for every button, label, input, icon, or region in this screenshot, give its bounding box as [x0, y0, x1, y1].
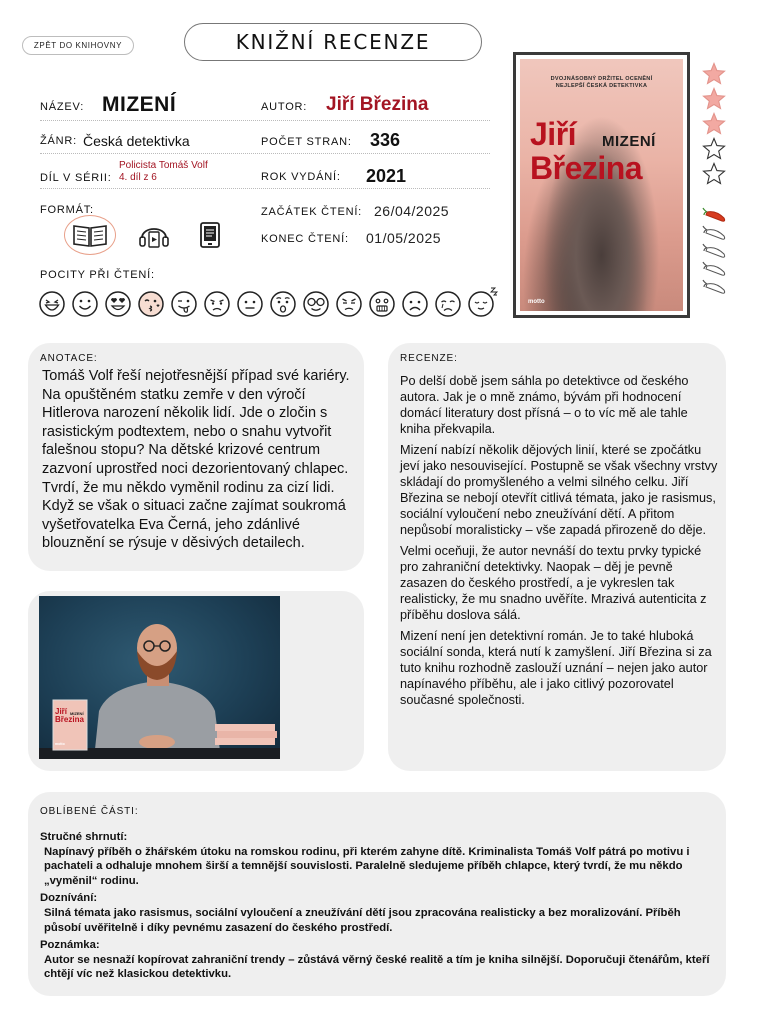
- cover-award-line-2: NEJLEPŠÍ ČESKÁ DETEKTIVKA: [555, 83, 648, 89]
- smiling-face-icon[interactable]: [71, 290, 99, 318]
- start-date-label: ZAČÁTEK ČTENÍ:: [261, 206, 363, 218]
- chili-pepper-empty-icon[interactable]: [700, 224, 728, 244]
- favorites-text: [40, 827, 720, 984]
- chili-pepper-empty-icon[interactable]: [700, 242, 728, 262]
- cover-award-line: [520, 76, 683, 90]
- star-rating: [702, 62, 728, 187]
- series-part: 4. díl z 6: [119, 172, 157, 183]
- winking-tongue-face-icon[interactable]: [170, 290, 198, 318]
- review-paragraph: Po delší době jsem sáhla po detektivce od českého autora. Jak je o mně známo, bývám při hodnocení domácí literatury dost přísná – o to víc mě ale tahle kniha překvapila.: [400, 374, 689, 436]
- nerd-face-icon[interactable]: [302, 290, 330, 318]
- cover-author: [530, 117, 642, 185]
- mood-selector: [38, 290, 498, 322]
- photo-book-author-last: Březina: [55, 715, 84, 724]
- divider: [40, 188, 490, 189]
- review-paragraph: Velmi oceňuji, že autor nevnáší do textu prvky typické pro zahraniční detektivky. Naopak – děj je pevně zasazen do českého prostředí, a je vykreslen tak realisticky, že mu snadno uvěříte. Mrazivá autenticita z příběhu doslova sálá.: [400, 544, 707, 622]
- star-filled-icon[interactable]: [702, 87, 726, 111]
- review-paragraph: Mizení nabízí několik dějových linií, které se zpočátku jeví jako nesouvisející. Postupně se však všechny vrstvy skládají do promyšleného a velmi silného celku. Jiří Březina se nebojí otevřít citlivá témata, jako je rasismus, sociální vyloučení nebo zneužívání dětí. A přitom nepůsobí moralisticky – vše zapadá přirozeně do děje.: [400, 443, 718, 537]
- chili-pepper-empty-icon[interactable]: [700, 278, 728, 298]
- star-empty-icon[interactable]: [702, 137, 726, 161]
- neutral-face-icon[interactable]: [236, 290, 264, 318]
- favorites-paragraph: Silná témata jako rasismus, sociální vyloučení a zneužívání dětí jsou zpracována realisticky a bez moralizování. Příběh působí uvěřitelně i díky pevnému zasazení do českého prostředí.: [44, 906, 681, 934]
- star-filled-icon[interactable]: [702, 62, 726, 86]
- review-paragraph: Mizení není jen detektivní román. Je to také hluboká sociální sonda, která nutí k zamyšlení. Jiří Březina si za tuto knihu rozhodně zaslouží uznání – nejen jako autor napínavého příběhu, ale i jako citlivý pozorovatel současné společnosti.: [400, 629, 712, 707]
- format-print-option[interactable]: [64, 215, 116, 255]
- divider: [40, 120, 490, 121]
- chili-pepper-empty-icon[interactable]: [700, 260, 728, 280]
- book-cover: [513, 52, 690, 318]
- favorites-paragraph: Napínavý příběh o žhářském útoku na romskou rodinu, při kterém zahyne dítě. Kriminalista Tomáš Volf pátrá po motivu i pachateli a odhaluje mnohem širší a temnější souvislosti. Paralelně sledujeme příběh chlapce, který tvrdí, že mu někdo „vyměnil“ rodinu.: [44, 845, 690, 887]
- format-ebook-option[interactable]: [196, 218, 224, 252]
- start-date: 26/04/2025: [374, 203, 450, 219]
- cover-publisher: motto: [528, 299, 545, 305]
- ebook-reader-icon: [199, 221, 221, 249]
- audiobook-headphones-icon: [137, 220, 171, 250]
- laughing-face-icon[interactable]: [38, 290, 66, 318]
- moods-label: POCITY PŘI ČTENÍ:: [40, 269, 155, 281]
- annotation-text: Tomáš Volf řeší nejotřesnější případ své kariéry. Na opuštěném statku zemře v den výročí Hitlerova narození několik lidí. Jde o zločin s rasistickým podtextem, nebo o snahu vytvořit falešnou stopu? Na dětské krizové centrum zazvoní uprostřed noci dezorientovaný chlapec. Tvrdí, že mu někdo vyměnil rodinu za cizí lidi. Když se však o situaci začne zajímat soukromá vyšetřovatelka Eva Černá, jeho zdánlivé blouznění se rýsuje v děsivých detailech.: [42, 368, 350, 552]
- format-audio-option[interactable]: [136, 218, 172, 252]
- star-empty-icon[interactable]: [702, 162, 726, 186]
- publication-year: 2021: [366, 166, 407, 186]
- annoyed-face-icon[interactable]: [335, 290, 363, 318]
- open-book-icon: [72, 222, 108, 248]
- divider: [40, 153, 490, 154]
- photo-book-publisher: motto: [55, 742, 65, 746]
- cover-author-first: Jiří: [530, 116, 577, 152]
- title-label: NÁZEV:: [40, 101, 85, 113]
- worried-face-icon[interactable]: [203, 290, 231, 318]
- kissing-face-icon[interactable]: [137, 290, 165, 318]
- page-title: KNIŽNÍ RECENZE: [184, 23, 482, 61]
- author-label: AUTOR:: [261, 101, 308, 113]
- surprised-face-icon[interactable]: [269, 290, 297, 318]
- favorites-label: OBLÍBENÉ ČÁSTI:: [40, 806, 139, 817]
- cover-award-line-1: DVOJNÁSOBNÝ DRŽITEL OCENĚNÍ: [550, 76, 653, 82]
- book-title: MIZENÍ: [102, 93, 177, 116]
- series-name: Policista Tomáš Volf: [119, 160, 208, 171]
- review-label: RECENZE:: [400, 353, 458, 364]
- spice-rating: [700, 206, 730, 296]
- favorites-paragraph: Autor se nesnaží kopírovat zahraniční trendy – zůstává věrný české realitě a tím je kniha silnější. Doporučuji čtenářům, kteří chtějí víc než klasickou detektivku.: [44, 953, 710, 981]
- series-label: DÍL V SÉRII:: [40, 172, 112, 184]
- end-date-label: KONEC ČTENÍ:: [261, 233, 349, 245]
- sad-face-icon[interactable]: [401, 290, 429, 318]
- review-text: [400, 373, 718, 713]
- chili-pepper-filled-icon[interactable]: [700, 206, 728, 226]
- cover-title: MIZENÍ: [602, 133, 656, 150]
- photo-book-title: MIZENÍ: [70, 711, 84, 716]
- crying-face-icon[interactable]: [434, 290, 462, 318]
- format-label: FORMÁT:: [40, 204, 94, 216]
- favorites-heading: Stručné shrnutí:: [40, 831, 128, 843]
- page-count: 336: [370, 130, 401, 150]
- book-author: Jiří Březina: [326, 94, 429, 115]
- book-genre: Česká detektivka: [83, 133, 190, 149]
- favorites-heading: Poznámka:: [40, 939, 100, 952]
- genre-label: ŽÁNR:: [40, 135, 77, 147]
- star-filled-icon[interactable]: [702, 112, 726, 136]
- fearful-face-icon[interactable]: [368, 290, 396, 318]
- cover-author-last: Březina: [530, 150, 643, 186]
- back-to-library-button[interactable]: ZPĚT DO KNIHOVNY: [22, 36, 134, 55]
- author-photo: [39, 596, 280, 759]
- heart-eyes-face-icon[interactable]: [104, 290, 132, 318]
- pages-label: POČET STRAN:: [261, 136, 352, 148]
- end-date: 01/05/2025: [366, 230, 442, 246]
- year-label: ROK VYDÁNÍ:: [261, 171, 341, 183]
- photo-book-author-first: Jiří: [55, 707, 68, 716]
- favorites-heading: Doznívání:: [40, 892, 98, 905]
- annotation-label: ANOTACE:: [40, 353, 98, 364]
- sleepy-face-icon[interactable]: [467, 286, 499, 318]
